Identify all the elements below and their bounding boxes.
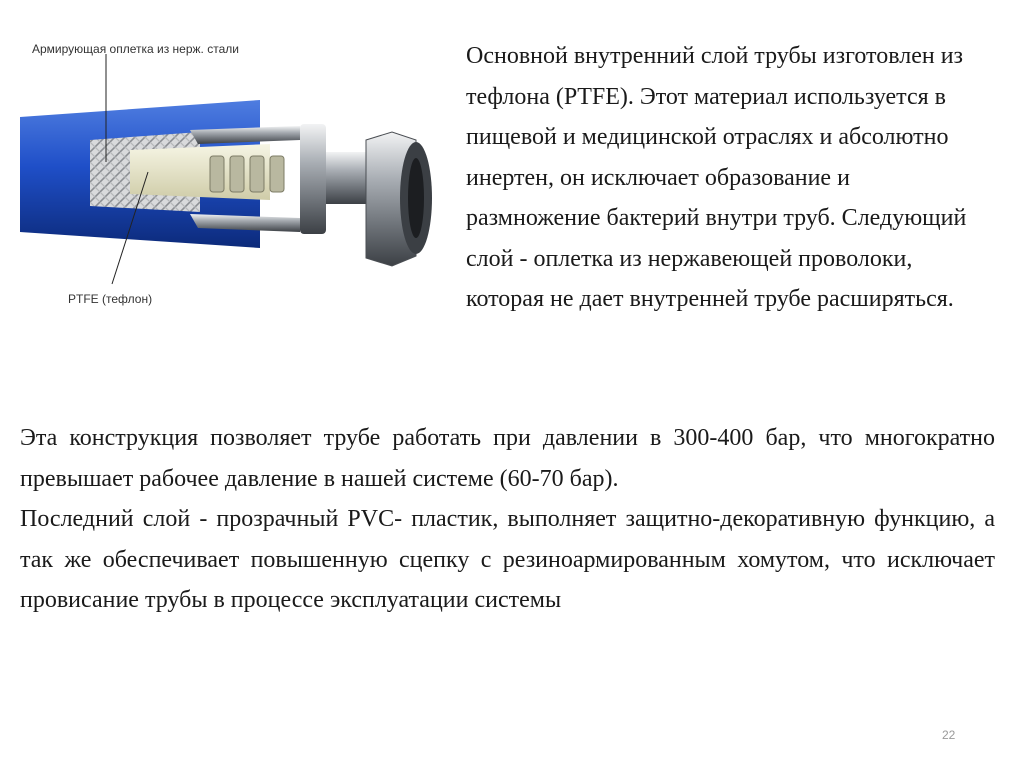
page-number: 22 [942, 728, 956, 742]
intro-paragraph: Основной внутренний слой трубы изготовлен из тефлона (PTFE). Этот материал используется в пищевой и медицинской отраслях и абсолютно инертен, он исключает образование и размножение бактерий внутри труб. Следующий слой - оплетка из нержавеющей проволоки, которая не дает внутренней трубе расширяться. [466, 43, 967, 312]
pvc-layer-paragraph: Последний слой - прозрачный PVC- пластик, выполняет защитно-декоративную функцию, а так же обеспечивает повышенную сцепку с резиноармированным хомутом, что исключает провисание трубы в процессе эксплуатации системы [20, 506, 995, 613]
ptfe-core-layer [130, 144, 270, 200]
hose-cutaway-figure [20, 22, 440, 322]
hose-illustration [20, 22, 440, 322]
pressure-paragraph: Эта конструкция позволяет трубе работать при давлении в 300-400 бар, что многократно превышает рабочее давление в нашей системе (60-70 бар). [20, 425, 995, 492]
body-text [20, 418, 995, 621]
braid-caption: Армирующая оплетка из нерж. стали [32, 42, 239, 56]
ptfe-caption: PTFE (тефлон) [68, 292, 153, 306]
